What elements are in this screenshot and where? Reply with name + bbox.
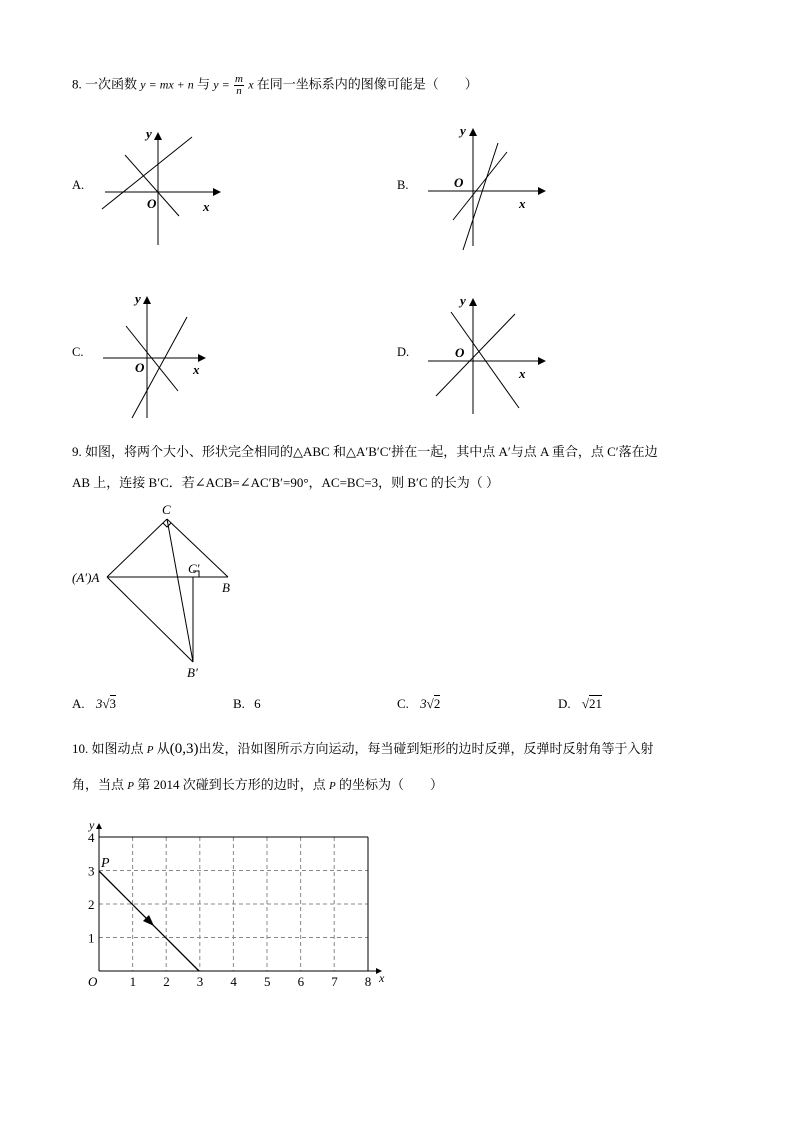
q10-x-axis-label: x bbox=[379, 971, 385, 985]
q10-origin-label: O bbox=[88, 974, 98, 989]
q8-a-origin-label: O bbox=[147, 196, 157, 211]
q10-start: (0,3) bbox=[169, 741, 199, 757]
q10-point-label: P bbox=[101, 856, 110, 871]
q8-b-x-label: x bbox=[519, 196, 526, 211]
q9-number: 9. bbox=[72, 444, 82, 459]
q9-option-c-radicand: 2 bbox=[433, 696, 441, 711]
q9-option-c-label: C. bbox=[397, 696, 409, 711]
q9-option-b-label: B. bbox=[233, 696, 245, 711]
q9-label-bprime: B′ bbox=[187, 665, 198, 680]
q8-stem bbox=[72, 74, 478, 97]
q10-line2-b: 第 2014 次碰到长方形的边时，点 bbox=[137, 777, 326, 792]
x-tick-label: 3 bbox=[196, 974, 204, 989]
q8-graph-d bbox=[420, 292, 550, 422]
q10-line2-c: 的坐标为（ ） bbox=[339, 777, 444, 792]
q8-c-y-label: y bbox=[135, 291, 141, 306]
q10-line1-b: 从 bbox=[156, 741, 170, 756]
q8-eq2-lhs: y = bbox=[213, 77, 230, 92]
y-tick-label: 2 bbox=[88, 897, 95, 912]
q10-number: 10. bbox=[72, 741, 89, 756]
q9-option-a-coef: 3 bbox=[95, 696, 103, 711]
q9-label-a: (A′)A bbox=[72, 570, 100, 585]
q9-figure bbox=[70, 500, 270, 685]
q10-stem-line1 bbox=[72, 740, 654, 759]
grid-dashed-lines bbox=[99, 837, 368, 971]
q9-option-d-radicand: 21 bbox=[589, 696, 603, 711]
q8-d-x-label: x bbox=[519, 366, 526, 381]
y-tick-label: 4 bbox=[88, 830, 95, 845]
q8-a-y-label: y bbox=[146, 126, 152, 141]
q8-d-y-label: y bbox=[460, 293, 466, 308]
q8-option-a-label: A. bbox=[72, 178, 85, 192]
q8-eq2-num: m bbox=[234, 73, 243, 85]
q8-c-origin-label: O bbox=[135, 360, 145, 375]
q10-line1-c: 出发，沿如图所示方向运动，每当碰到矩形的边时反弹，反弹时反射角等于入射 bbox=[198, 741, 654, 756]
q10-point: P bbox=[146, 744, 154, 756]
q8-text-c: 在同一坐标系内的图像可能是（ ） bbox=[256, 76, 478, 92]
q9-option-c-coef: 3 bbox=[420, 696, 427, 711]
x-tick-label: 4 bbox=[230, 974, 237, 989]
q9-label-c: C bbox=[162, 502, 171, 517]
q10-point-3: P bbox=[329, 780, 336, 792]
x-tick-label: 8 bbox=[364, 974, 372, 989]
x-tick-label: 6 bbox=[297, 974, 305, 989]
x-tick-label: 5 bbox=[264, 974, 271, 989]
q8-option-d-label: D. bbox=[397, 345, 410, 359]
q8-number: 8. bbox=[72, 76, 82, 92]
q10-line2-a: 角，当点 bbox=[72, 777, 125, 792]
q9-option-b bbox=[233, 695, 261, 713]
q8-a-x-label: x bbox=[203, 199, 210, 214]
q8-eq2-den: n bbox=[236, 85, 242, 97]
q9-option-a-radicand: 3 bbox=[109, 696, 117, 711]
q8-option-c-label: C. bbox=[72, 345, 84, 359]
q9-option-d bbox=[558, 695, 602, 713]
q9-option-b-value: 6 bbox=[254, 696, 261, 711]
q8-eq2-var: x bbox=[248, 77, 254, 92]
q9-option-a-label: A. bbox=[72, 696, 85, 711]
q8-eq2-fraction bbox=[234, 74, 244, 97]
sqrt-icon: √ bbox=[581, 696, 590, 711]
q8-b-origin-label: O bbox=[454, 175, 464, 190]
q9-stem-line2: AB 上，连接 B′C．若∠ACB=∠AC′B′=90°，AC=BC=3，则 B′C 的长为（ ） bbox=[72, 475, 500, 490]
sqrt-icon: √ bbox=[102, 696, 110, 711]
q10-grid-figure bbox=[80, 815, 400, 995]
q8-text-b: 与 bbox=[197, 76, 211, 92]
q10-point-2: P bbox=[127, 780, 134, 792]
q10-y-axis-label: y bbox=[89, 818, 95, 832]
q9-option-c bbox=[397, 695, 440, 713]
q8-graph-a bbox=[95, 125, 225, 250]
x-tick-label: 2 bbox=[163, 974, 170, 989]
q9-label-b: B bbox=[222, 580, 230, 595]
q8-d-origin-label: O bbox=[455, 345, 465, 360]
q8-text-a: 一次函数 bbox=[85, 76, 138, 92]
y-tick-label: 1 bbox=[88, 930, 95, 946]
sqrt-icon: √ bbox=[426, 696, 434, 711]
q9-option-d-label: D. bbox=[558, 696, 571, 711]
q8-b-y-label: y bbox=[460, 123, 466, 138]
y-tick-label: 3 bbox=[88, 863, 95, 879]
x-tick-label: 7 bbox=[331, 974, 338, 989]
q8-graph-b bbox=[420, 122, 550, 252]
q8-graph-c bbox=[95, 290, 225, 420]
q9-line1: 如图，将两个大小、形状完全相同的△ABC 和△A′B′C′拼在一起，其中点 A′与点 A 重合，点 C′落在边 bbox=[85, 444, 658, 459]
q9-option-a bbox=[72, 695, 116, 713]
q8-eq1: y = mx + n bbox=[140, 77, 194, 92]
x-tick-label: 1 bbox=[129, 974, 137, 989]
q8-c-x-label: x bbox=[193, 362, 200, 377]
q10-stem-line2 bbox=[72, 776, 443, 795]
q8-option-b-label: B. bbox=[397, 178, 409, 192]
q9-stem-line1 bbox=[72, 443, 658, 461]
q9-label-cprime: C′ bbox=[188, 561, 200, 576]
q10-line1-a: 如图动点 bbox=[91, 741, 144, 756]
